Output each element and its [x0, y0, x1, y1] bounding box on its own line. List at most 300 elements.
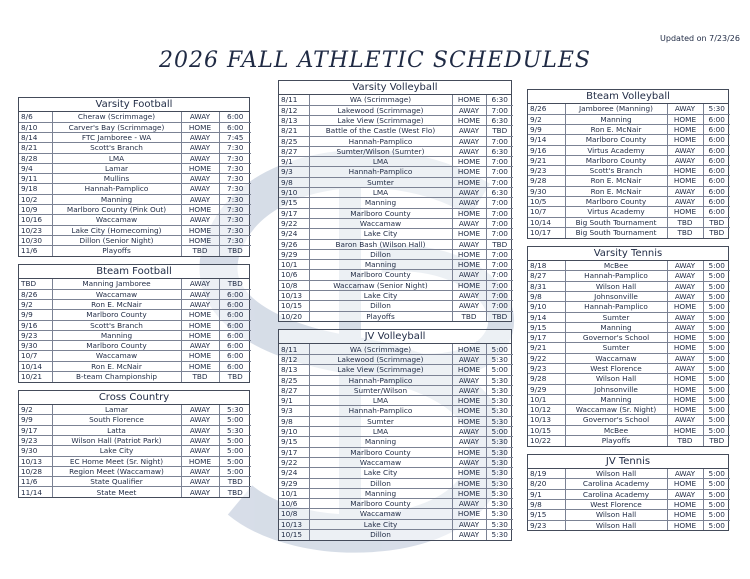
game-time: TBD: [219, 279, 251, 289]
opponent: LMA: [309, 396, 452, 406]
schedule-row: [528, 374, 730, 384]
opponent: Lake City: [52, 446, 181, 456]
game-date: 10/23: [19, 225, 52, 235]
schedule-row: [528, 343, 730, 353]
opponent: Playoffs: [565, 436, 667, 446]
game-date: 9/23: [19, 330, 52, 340]
game-date: 9/11: [19, 174, 52, 184]
game-time: 6:00: [703, 155, 730, 165]
schedule-row: [19, 330, 251, 340]
game-time: TBD: [219, 372, 251, 382]
opponent: Ron E. McNair: [52, 299, 181, 309]
game-date: 10/6: [279, 270, 309, 280]
schedule-row: [279, 311, 513, 321]
game-date: 9/26: [279, 239, 309, 249]
opponent: Marlboro County: [565, 197, 667, 207]
block-title: Varsity Tennis: [528, 247, 728, 261]
game-date: 10/13: [19, 456, 52, 466]
opponent: Carolina Academy: [565, 479, 667, 489]
game-date: 9/10: [279, 188, 309, 198]
location: AWAY: [452, 239, 486, 249]
location: AWAY: [181, 279, 219, 289]
schedule-row: [19, 163, 251, 173]
schedule-row: [279, 188, 513, 198]
schedule-row: [279, 280, 513, 290]
location: AWAY: [452, 198, 486, 208]
location: AWAY: [667, 271, 703, 281]
opponent: Manning: [309, 260, 452, 270]
block-title: Varsity Volleyball: [279, 81, 511, 95]
location: AWAY: [181, 435, 219, 445]
opponent: Waccamaw: [52, 215, 181, 225]
schedule-row: [528, 186, 730, 196]
schedule-row: [19, 487, 251, 497]
schedule-row: [279, 488, 513, 498]
schedule-row: [19, 235, 251, 245]
location: HOME: [667, 302, 703, 312]
location: AWAY: [667, 186, 703, 196]
schedule-varsity-volleyball: [278, 80, 512, 322]
game-time: 6:00: [703, 197, 730, 207]
location: AWAY: [452, 301, 486, 311]
game-time: 6:00: [219, 112, 251, 122]
game-date: 10/13: [279, 519, 309, 529]
schedule-row: [528, 500, 730, 510]
block-title: Cross Country: [19, 391, 249, 405]
opponent: Manning: [565, 394, 667, 404]
game-time: 5:00: [219, 415, 251, 425]
location: HOME: [667, 384, 703, 394]
location: TBD: [667, 227, 703, 237]
location: AWAY: [181, 112, 219, 122]
location: AWAY: [452, 218, 486, 228]
game-time: 7:00: [486, 260, 513, 270]
opponent: Sumter/Wilson (Sumter): [309, 146, 452, 156]
game-time: 5:00: [219, 456, 251, 466]
game-date: 10/21: [19, 372, 52, 382]
location: HOME: [667, 176, 703, 186]
opponent: Manning: [565, 322, 667, 332]
game-time: 7:00: [486, 301, 513, 311]
game-date: 9/17: [279, 208, 309, 218]
game-time: 6:30: [486, 115, 513, 125]
game-time: 5:30: [486, 416, 513, 426]
location: HOME: [452, 447, 486, 457]
opponent: B-team Championship: [52, 372, 181, 382]
schedule-row: [528, 271, 730, 281]
schedule-table: [528, 469, 730, 531]
game-date: 10/30: [19, 235, 52, 245]
location: HOME: [452, 208, 486, 218]
opponent: Waccamaw: [565, 353, 667, 363]
opponent: Virtus Academy: [565, 207, 667, 217]
game-date: 9/14: [528, 312, 565, 322]
game-time: 5:00: [703, 312, 730, 322]
location: HOME: [452, 260, 486, 270]
game-time: 7:30: [219, 153, 251, 163]
location: TBD: [181, 372, 219, 382]
game-date: 9/3: [279, 406, 309, 416]
opponent: Big South Tournament: [565, 227, 667, 237]
schedule-row: [528, 489, 730, 499]
schedule-row: [19, 174, 251, 184]
schedule-row: [19, 194, 251, 204]
location: AWAY: [667, 197, 703, 207]
game-date: 11/6: [19, 246, 52, 256]
game-date: 10/28: [19, 466, 52, 476]
schedule-row: [528, 291, 730, 301]
game-date: 10/15: [279, 301, 309, 311]
location: AWAY: [667, 104, 703, 114]
schedule-row: [19, 456, 251, 466]
schedule-row: [528, 104, 730, 114]
location: HOME: [452, 509, 486, 519]
opponent: Ron E. McNair: [565, 176, 667, 186]
schedule-row: [528, 302, 730, 312]
schedule-row: [528, 520, 730, 530]
location: HOME: [181, 320, 219, 330]
schedule-row: [279, 167, 513, 177]
location: HOME: [181, 310, 219, 320]
schedule-row: [528, 155, 730, 165]
schedule-row: [279, 427, 513, 437]
location: HOME: [452, 167, 486, 177]
opponent: Waccamaw (Senior Night): [309, 280, 452, 290]
location: AWAY: [181, 143, 219, 153]
schedule-row: [528, 353, 730, 363]
game-time: 7:30: [219, 163, 251, 173]
game-date: 9/30: [19, 446, 52, 456]
schedule-row: [528, 145, 730, 155]
location: TBD: [452, 311, 486, 321]
game-date: 10/20: [279, 311, 309, 321]
game-date: 9/3: [279, 167, 309, 177]
game-time: TBD: [486, 126, 513, 136]
game-date: 9/22: [279, 457, 309, 467]
opponent: Hannah-Pamplico: [565, 302, 667, 312]
opponent: Virtus Academy: [565, 145, 667, 155]
opponent: Manning: [309, 198, 452, 208]
location: HOME: [452, 468, 486, 478]
location: AWAY: [452, 270, 486, 280]
opponent: Dillon: [309, 249, 452, 259]
opponent: Hannah-Pamplico: [309, 375, 452, 385]
game-date: 9/1: [528, 489, 565, 499]
opponent: Wilson Hall: [565, 520, 667, 530]
opponent: Dillon: [309, 530, 452, 540]
game-time: 7:30: [219, 215, 251, 225]
opponent: Manning: [309, 437, 452, 447]
location: AWAY: [181, 405, 219, 415]
schedule-row: [528, 479, 730, 489]
schedule-row: [19, 415, 251, 425]
opponent: West Florence: [565, 364, 667, 374]
schedule-row: [19, 446, 251, 456]
game-date: 10/14: [19, 361, 52, 371]
game-date: 9/21: [528, 155, 565, 165]
game-time: 5:00: [703, 479, 730, 489]
opponent: Mullins: [52, 174, 181, 184]
game-time: 6:00: [219, 320, 251, 330]
schedule-row: [19, 372, 251, 382]
location: HOME: [452, 344, 486, 354]
location: HOME: [667, 135, 703, 145]
schedule-row: [279, 385, 513, 395]
schedule-row: [528, 197, 730, 207]
game-date: 9/17: [528, 333, 565, 343]
game-date: 8/11: [279, 344, 309, 354]
location: AWAY: [452, 385, 486, 395]
opponent: Lamar: [52, 163, 181, 173]
opponent: Cheraw (Scrimmage): [52, 112, 181, 122]
game-date: 8/28: [19, 153, 52, 163]
game-time: 6:00: [219, 289, 251, 299]
opponent: Sumter: [565, 312, 667, 322]
game-date: 8/13: [279, 115, 309, 125]
block-title: JV Volleyball: [279, 330, 511, 344]
game-time: 7:30: [219, 194, 251, 204]
game-time: 7:30: [219, 225, 251, 235]
game-time: 7:30: [219, 235, 251, 245]
opponent: Marlboro County: [309, 208, 452, 218]
game-time: 5:00: [703, 271, 730, 281]
opponent: Big South Tournament: [565, 217, 667, 227]
schedule-row: [279, 478, 513, 488]
schedule-row: [279, 260, 513, 270]
schedule-row: [279, 146, 513, 156]
location: AWAY: [181, 415, 219, 425]
game-time: 7:30: [219, 205, 251, 215]
location: AWAY: [667, 261, 703, 271]
opponent: McBee: [565, 425, 667, 435]
game-time: 5:30: [486, 447, 513, 457]
schedule-row: [279, 530, 513, 540]
opponent: Dillon (Senior Night): [52, 235, 181, 245]
schedule-row: [279, 396, 513, 406]
schedule-varsity-tennis: [527, 246, 729, 447]
opponent: Wilson Hall (Patriot Park): [52, 435, 181, 445]
schedule-row: [528, 469, 730, 479]
opponent: Wilson Hall: [565, 374, 667, 384]
schedule-row: [19, 435, 251, 445]
schedule-row: [279, 208, 513, 218]
game-date: 9/8: [279, 416, 309, 426]
schedule-row: [279, 198, 513, 208]
opponent: Lake City: [309, 468, 452, 478]
block-title: Bteam Football: [19, 265, 249, 279]
location: AWAY: [181, 425, 219, 435]
location: AWAY: [181, 466, 219, 476]
location: HOME: [452, 488, 486, 498]
game-date: 8/11: [279, 95, 309, 105]
schedule-row: [528, 124, 730, 134]
schedule-table: [279, 95, 513, 321]
game-time: 5:30: [703, 104, 730, 114]
location: AWAY: [181, 487, 219, 497]
game-date: 9/22: [528, 353, 565, 363]
game-date: 9/15: [279, 198, 309, 208]
schedule-row: [19, 341, 251, 351]
game-date: 9/10: [528, 302, 565, 312]
game-time: 5:00: [703, 343, 730, 353]
location: HOME: [452, 478, 486, 488]
location: AWAY: [181, 194, 219, 204]
game-time: 5:00: [486, 365, 513, 375]
schedule-row: [279, 519, 513, 529]
game-date: 9/1: [279, 396, 309, 406]
game-time: 7:00: [486, 270, 513, 280]
game-date: 9/29: [279, 478, 309, 488]
game-date: 8/26: [19, 289, 52, 299]
opponent: LMA: [52, 153, 181, 163]
schedule-row: [279, 126, 513, 136]
game-time: 5:00: [703, 500, 730, 510]
game-time: 7:00: [486, 177, 513, 187]
game-date: 10/15: [528, 425, 565, 435]
game-time: 7:00: [486, 291, 513, 301]
game-date: 9/14: [528, 135, 565, 145]
schedule-jv-volleyball: [278, 329, 512, 540]
location: HOME: [452, 396, 486, 406]
schedule-row: [279, 95, 513, 105]
game-date: 8/6: [19, 112, 52, 122]
opponent: Scott's Branch: [52, 320, 181, 330]
game-date: 8/21: [279, 126, 309, 136]
location: HOME: [452, 416, 486, 426]
location: HOME: [181, 361, 219, 371]
opponent: LMA: [309, 157, 452, 167]
opponent: Ron E. McNair: [52, 361, 181, 371]
location: HOME: [667, 166, 703, 176]
game-time: TBD: [703, 436, 730, 446]
opponent: State Meet: [52, 487, 181, 497]
schedule-row: [528, 176, 730, 186]
opponent: Wilson Hall: [565, 281, 667, 291]
opponent: Scott's Branch: [52, 143, 181, 153]
opponent: Marlboro County: [309, 447, 452, 457]
game-time: 7:00: [486, 229, 513, 239]
schedule-row: [279, 115, 513, 125]
opponent: Ron E. McNair: [565, 186, 667, 196]
schedule-row: [19, 466, 251, 476]
game-time: 5:00: [703, 333, 730, 343]
location: HOME: [667, 374, 703, 384]
game-date: 9/9: [19, 415, 52, 425]
opponent: Playoffs: [52, 246, 181, 256]
right-column: [527, 89, 729, 538]
game-date: 9/10: [279, 427, 309, 437]
opponent: Lamar: [52, 405, 181, 415]
game-time: 5:00: [703, 415, 730, 425]
location: HOME: [181, 330, 219, 340]
game-time: 7:00: [486, 249, 513, 259]
game-date: 9/28: [528, 176, 565, 186]
game-date: 9/24: [279, 468, 309, 478]
game-time: TBD: [219, 487, 251, 497]
game-date: 9/18: [19, 184, 52, 194]
schedule-row: [19, 132, 251, 142]
schedule-row: [19, 320, 251, 330]
game-time: 6:00: [703, 114, 730, 124]
game-date: 8/27: [279, 385, 309, 395]
schedule-row: [19, 279, 251, 289]
game-date: 8/20: [528, 479, 565, 489]
game-time: 6:00: [219, 341, 251, 351]
game-date: 10/15: [279, 530, 309, 540]
location: AWAY: [667, 155, 703, 165]
game-date: 9/17: [19, 425, 52, 435]
game-date: 10/14: [528, 217, 565, 227]
schedule-table: [528, 104, 730, 238]
location: HOME: [667, 500, 703, 510]
schedule-row: [279, 239, 513, 249]
game-date: 9/2: [19, 405, 52, 415]
game-time: 5:00: [703, 322, 730, 332]
game-time: 5:30: [486, 437, 513, 447]
opponent: Ron E. McNair: [565, 124, 667, 134]
game-date: 9/15: [528, 510, 565, 520]
location: AWAY: [181, 477, 219, 487]
game-time: 5:00: [703, 394, 730, 404]
opponent: Dillon: [309, 301, 452, 311]
location: AWAY: [452, 188, 486, 198]
opponent: McBee: [565, 261, 667, 271]
location: HOME: [181, 235, 219, 245]
game-date: 9/28: [528, 374, 565, 384]
game-date: 11/14: [19, 487, 52, 497]
game-time: 6:00: [703, 145, 730, 155]
block-title: Bteam Volleyball: [528, 90, 728, 104]
opponent: Waccamaw (Sr. Night): [565, 405, 667, 415]
opponent: Latta: [52, 425, 181, 435]
opponent: Scott's Branch: [565, 166, 667, 176]
opponent: Sumter/Wilson: [309, 385, 452, 395]
game-date: 9/17: [279, 447, 309, 457]
opponent: LMA: [309, 427, 452, 437]
schedule-row: [19, 184, 251, 194]
opponent: WA (Scrimmage): [309, 95, 452, 105]
game-date: 10/8: [279, 280, 309, 290]
opponent: Carver's Bay (Scrimmage): [52, 122, 181, 132]
game-date: 10/1: [528, 394, 565, 404]
schedule-row: [528, 114, 730, 124]
game-date: 9/23: [528, 364, 565, 374]
location: HOME: [452, 115, 486, 125]
location: HOME: [181, 205, 219, 215]
schedule-row: [279, 136, 513, 146]
schedule-row: [279, 157, 513, 167]
opponent: Lake City (Homecoming): [52, 225, 181, 235]
location: AWAY: [667, 281, 703, 291]
game-date: 10/7: [528, 207, 565, 217]
opponent: State Qualifier: [52, 477, 181, 487]
opponent: Hannah-Pamplico: [309, 406, 452, 416]
location: HOME: [667, 479, 703, 489]
game-time: 5:00: [219, 435, 251, 445]
schedule-row: [19, 205, 251, 215]
opponent: WA (Scrimmage): [309, 344, 452, 354]
opponent: EC Home Meet (Sr. Night): [52, 456, 181, 466]
opponent: Sumter: [565, 343, 667, 353]
opponent: Lakewood (Scrimmage): [309, 105, 452, 115]
schedule-cross-country: [18, 390, 250, 498]
game-date: 10/1: [279, 260, 309, 270]
page-title: 2026 FALL ATHLETIC SCHEDULES: [159, 48, 591, 73]
opponent: Wilson Hall: [565, 510, 667, 520]
game-time: TBD: [486, 311, 513, 321]
location: HOME: [667, 114, 703, 124]
game-time: 5:00: [486, 427, 513, 437]
